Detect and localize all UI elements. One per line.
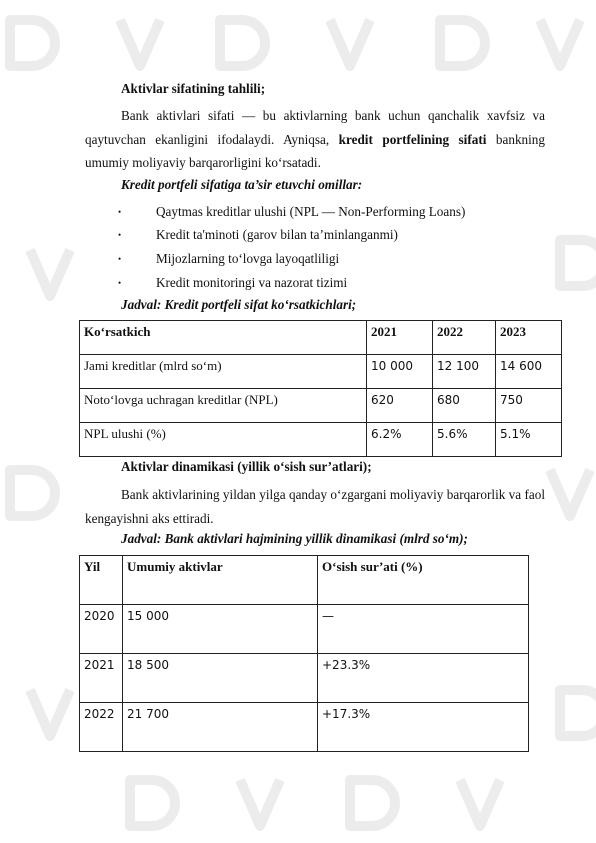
table-row: [80, 423, 562, 457]
asset-dynamics-table: [79, 555, 529, 752]
table-header-row: [80, 556, 529, 605]
table-cell: Jami kreditlar (mlrd so‘m): [80, 355, 367, 389]
table-row: [80, 703, 529, 752]
subheading-factors: Kredit portfeli sifatiga ta’sir etuvchi omillar:: [121, 177, 363, 192]
table-header-cell: 2023: [496, 321, 562, 355]
table-header-cell: 2021: [367, 321, 433, 355]
table-cell: 10 000: [367, 355, 433, 389]
table-header-cell: 2022: [433, 321, 496, 355]
table-header-cell: O‘sish sur’ati (%): [318, 556, 529, 605]
table-cell: —: [318, 605, 529, 654]
table2-title: Jadval: Bank aktivlari hajmining yillik dinamikasi (mlrd so‘m);: [121, 531, 468, 546]
table-row: [80, 605, 529, 654]
table-header-cell: Ko‘rsatkich: [80, 321, 367, 355]
table-row: [80, 355, 562, 389]
table1-title: Jadval: Kredit portfeli sifat ko‘rsatkichlari;: [121, 297, 357, 312]
list-item: • Kredit monitoringi va nazorat tizimi: [118, 272, 548, 294]
list-item: • Mijozlarning to‘lovga layoqatliligi: [118, 248, 548, 270]
list-item: • Kredit ta'minoti (garov bilan ta’minlanganmi): [118, 224, 548, 246]
paragraph-asset-quality: [85, 104, 545, 175]
table-cell: +17.3%: [318, 703, 529, 752]
list-item: • Qaytmas kreditlar ulushi (NPL — Non-Performing Loans): [118, 201, 548, 223]
table-cell: 2022: [80, 703, 123, 752]
paragraph-asset-dynamics: [85, 483, 545, 530]
section-heading-asset-dynamics: Aktivlar dinamikasi (yillik o‘sish sur’atlari);: [121, 459, 372, 474]
section-heading-asset-quality: Aktivlar sifatining tahlili;: [121, 81, 266, 96]
table-cell: 680: [433, 389, 496, 423]
bullet-icon: •: [118, 254, 122, 264]
table-cell: 2020: [80, 605, 123, 654]
table-cell: +23.3%: [318, 654, 529, 703]
table-cell: 21 700: [123, 703, 318, 752]
table-cell: 12 100: [433, 355, 496, 389]
bullet-icon: •: [118, 278, 122, 288]
table-header-cell: Umumiy aktivlar: [123, 556, 318, 605]
bullet-icon: •: [118, 207, 122, 217]
table-cell: 14 600: [496, 355, 562, 389]
table-cell: 750: [496, 389, 562, 423]
table-cell: NPL ulushi (%): [80, 423, 367, 457]
paragraph-bold-text: kredit portfelining sifati: [338, 131, 487, 147]
paragraph-text: Bank aktivlarining yildan yilga qanday o‘zgargani moliyaviy barqarorlik va faol kengayishni aks ettiradi.: [85, 487, 545, 526]
table-cell: 5.6%: [433, 423, 496, 457]
paragraph-text: Bank aktivlari sifati — bu aktivlarning bank uchun qanchalik xavfsiz va qaytuvchan ekanligini ifodalaydi. Ayniqsa,: [85, 108, 545, 147]
table-header-row: [80, 321, 562, 355]
table-cell: 18 500: [123, 654, 318, 703]
bullet-icon: •: [118, 230, 122, 240]
table-cell: Noto‘lovga uchragan kreditlar (NPL): [80, 389, 367, 423]
table-row: [80, 654, 529, 703]
table-cell: 620: [367, 389, 433, 423]
paragraph-text-end: bankning umumiy moliyaviy barqarorligini ko‘rsatadi.: [85, 131, 545, 170]
credit-quality-table: [79, 320, 562, 457]
table-header-cell: Yil: [80, 556, 123, 605]
table-cell: 5.1%: [496, 423, 562, 457]
table-cell: 6.2%: [367, 423, 433, 457]
table-cell: 15 000: [123, 605, 318, 654]
table-row: [80, 389, 562, 423]
table-cell: 2021: [80, 654, 123, 703]
